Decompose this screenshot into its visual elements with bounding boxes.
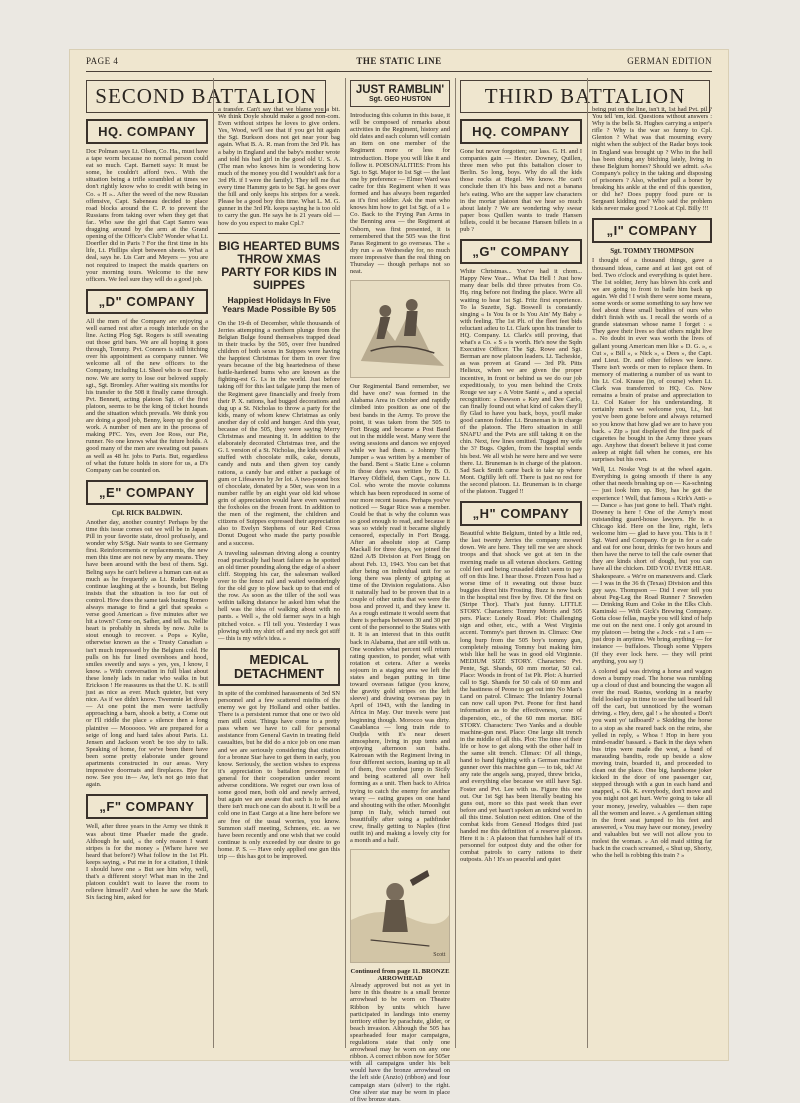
trench-cartoon — [350, 849, 450, 963]
column-divider — [213, 78, 214, 1048]
trench-cartoon-drawing — [351, 850, 449, 962]
cartoon-signature: Scott — [433, 952, 446, 959]
soldiers-cartoon — [350, 280, 450, 378]
i-company-text-continued: Well, Lt. Noske Vogt is at the wheel again. Everything is going smooth if there is any other that needs brushing up on — Ka-schning — just look him up. Boy, has he got the experience ! Well, that famous « Kirk's Anti- » — Dance » has just gone to hell. That's right. Downey is here ! One of the Army's most outstanding guard-house lawyers. He is a Chicago kid. Here on the line, right, let's welcome him — glad to have you. This is it ! Sgt. Ward and Company. Or go in for a cafe and eat for one hour, drinks for two hours and then have the nerve to tell the cafe owner that they are kinds short of dough, but you can have all the chicken. DID YOU EVER HEAR. Shakespeare. « We're on maneuvers and. Clark — I was in the 36 th (Texas) Division and this guy says. Thompson — Did I ever tell you about Peg-Leg the Road Runner ? Snowden — Drinking Rum and Coke in the Elks Club. Kaminski — With Gick's Brewing Company. Gotta close fellas, maybe you will kind of help me out on the next one. I only got around in my platoon — being the « Jock - rat » I am — just drop in anytime. We bring anything — for instance — buffaloes. Though some Yippers (If they ever lock here. — they will print anything, you say !) — [592, 466, 712, 665]
header-rule — [86, 71, 712, 72]
salesman-joke-text: A traveling salesman driving along a country road practically had heart failure as he spotted an old timer pounding along the edge of a sheer cliff. Stopping his car, the salesman walked over to the fence rail and waited wonderingly for the old guy to plow back up to that end of the row. As soon as the tiller of the soil was within talking distance he asked him what the hell was the idea of walking about with no pants. « Well », the old farmer says in a high pitched voice. « I'll tell you. Yesterday I was plowing with my shirt off and my neck got stiff — this is my wife's idea. » — [218, 549, 340, 642]
page-number: PAGE 4 — [86, 56, 119, 66]
newspaper-page — [70, 50, 728, 1103]
h-company-heading: „H" COMPANY — [460, 501, 582, 526]
just-ramblin-title: JUST RAMBLIN' — [355, 84, 445, 96]
hq-company-heading: HQ. COMPANY — [86, 119, 208, 144]
jokes-text: A colored gal was driving a horse and wagon down a bumpy road. The horse was rumbling up a cloud of dust and bouncing the wagon all over the road. Rastus, working in a nearby field looked up in time to see the tail board fall off the cart, but unnoticed by the woman driving. « Hey, dere, gal ! » he shouted « Don't you want yo' tailboard? » Skidding the horse to a stop as she reared back on the reins, she yelled in reply, « Whoa ! Hop in here you mind-readin' bassard. » Back in the days when bus trips were made the west, a band of marauding bandits, rode up beside a slow moving train, boarded it, and proceeded to clean out the place. One big, handsome joker kicked in the door of one passenger car, stepped through with a gun in each hand and snapped, « Ok. K. everybody, don't move and you might not get hurt. We're going to take all your money, jewelry, valuables — then rape all the women and leave. » A gentleman sitting in the front seat jumped to his feet and answered, « You may have our money, jewelry and valuables but we will not allow you to molest the woman. » An old maid sitting far back in the coach screamed, « Shut up, Shorty, who the hell is robbing this train ? » — [592, 667, 712, 860]
column-divider — [587, 78, 588, 1048]
column-3 — [350, 80, 450, 1103]
i-company-heading: „I" COMPANY — [592, 218, 712, 243]
column-divider — [455, 78, 456, 1048]
i-company-text: I thought of a thousand things, gave a thousand ideas, came and at last got out of bed. Two o'clock and everything is quiet here. The 1st soldier, Jerry has blown his cork and we are going to front to batle him back up again. We did ! I wish there were some means, some words or some something to say how we feel about these small buddies of ours who didn't finish with us. I recall the words of a grande statesman whose name I forget : « They gave their lives so that others might live ». No doubt in ever was worth the lives of gallant young American men like » D. G. », « Cut », « Bill », « Nick », « Dees », the Capt. and Lieut. Dr. and other fellows we knew. There isn't words or men to replace them. In memory of mattering a number of us want to his Lt. Col. Krause (in, of course) when Lt. Clark was transferred to HQ. Co. Now remains a brain of praise and appreciation to Lt. Col Kaiser for his understanding. It certainly much we welcome you, Lt., but you've been gone before and always returned so you know that how glad we are to have you back. « Zip » just displayed the first pack of cigarettes he bought in the Army three years ago. Anyhow that doesn't believe it just come asleep at night fall when he comes, ere his surprises but his own. — [592, 257, 712, 464]
edition-label: GERMAN EDITION — [627, 56, 712, 66]
e-company-heading: „E" COMPANY — [86, 480, 208, 505]
i-company-byline: Sgt. TOMMY THOMPSON — [610, 247, 694, 256]
xmas-party-headline: BIG HEARTED BUMS THROW XMAS PARTY FOR KIDS IN SUIPPES — [218, 233, 340, 292]
hq-company-text: Doc Polman says Lt. Olsen, Co. Ha., must have a tape worm because no normal person could eat so much. Capt. Barnett says: It must be some, he couldn't afford two.. With the situation being a trifle scrambled at times we don't rightly know who to credit with being in Co. « H ».. After the weed of the new Russian offensive, Capt. Sabeneau decided to place road blocks around the C. P. to prevent the Russians from taking over when they get that far.. Who saw the girl that Capt Samro was dragging around by the arm at the Grand opening of the Officer's Club? Wonder what Lt. Doerfler did in Paris ? For the first time in his life, Lt. Phillips slept between sheets. What a deal, says he. Lts Carr and Meyers — you are not required to inspect the maids quarters on your morning tours. Welcome to the new officers. We feel sure they will do a good job. — [86, 148, 208, 283]
d-company-text: All the men of the Company are enjoying a well earned rest after a rough interlude on the line. Acting Plog Sgt. Rogers is still sweating out those grid bars. We are all hoping it goes through, Tommy. Pvt. Conners is still bitching over his appointment as company runner. We welcome all of the new officers to the Company, including Lt. Sheel who is our Exec. now. We are sorry to lose our beloved supply sgt., Sgt. Bromley. After waiting six months for his transfer to the 508 it finally came through. Pvt. Bennett, acting platoon Sgt. of the first platoon, seems to be the king of ticket hounds and the situation which prevails. We think you are doing a good job, Benny, keep up the good work. A number of men are in the process of making PFC. Yes, even Joe Ross, our Pie, runner. No one knows what the future holds. A good many of the men are sweating out passes as well as 48 hr. jobs to Paris. But, regardless of what the future holds in store for us, a D's Company can be counted on. — [86, 317, 208, 474]
column-2 — [218, 106, 340, 1050]
medical-detachment-heading: MEDICAL DETACHMENT — [218, 648, 340, 686]
xmas-party-subheadline: Happiest Holidays In Five Years Made Possible By 505 — [222, 294, 336, 315]
xmas-party-text: On the 19-th of December, while thousands of Jerries attempting a northern plunge from the Belgian Bulge found themselves trapped dead in their tracks by the 505, over five hundred children of both sexes in Suippes were having the happiest Christmas for them in over five years because of the big heartedness of these battle-hardened bums who are known as the fighting-est G. I.s in the world. Just before taking off for this last tailgate jump the men of the Regiment gave financially and freely from their P. X. rations, had bugged decorations and dug up a St. Nicholas to throw a party for the kids, many of whom knew Christmas as only another day of cold and hunger. And this year, because of the 505, they were saying Merry Christmas and meaning it. In addition to the elaborately decorated Christmas tree, and the G. I. version of a St. Nicholas, the kids were all stuffed with chocolate milk, cake, donuts, candy and nuts and then given toy candy rations, a candy bar and either a package of gum or Lifesavers by Jer lot. A two-pound box of chocolate, donated by a 50er, was won in a number raffle by an eight year old kid whose grin of appreciation would have even warmed the foxholes on the frozen front. In addition to the men of the regiment, the children and citizens of Suippes expressed their appreciation also to Evelyn Stephens of our Red Cross Donut Dugout who made the party possible and a success. — [218, 319, 340, 547]
soldiers-cartoon-drawing — [351, 281, 449, 377]
f-company-continued: a transfer. Can't say that we blame you a bit. We think Doyle should make a good non-com. Even without stripes he loves to give orders. Yes, Wood, we'll see that if you get hit again the Sgt. Burkson does not get near your bag again. What B. A. R. man from the 3rd Plt. has a baby in England and the baby's mother wrote and told his bad girl in the good old U. S. A. (The man who knows him is wondering how much of the money you did I wouldn't ask for a 3rd Plt. if I were the family). They tell me that every time Hammy gets to be Sgt. he goes over the hill and only keeps his stripes for a week. Please be a good boy this time. What L. M. G. gunner in the 3rd Plt. keeps saying he is too old to carry the gun. He says he is 21 years old — how do you expect to make Cpl.? — [218, 106, 340, 227]
third-battalion-header: THIRD BATTALION — [460, 80, 710, 113]
d-company-heading: „D" COMPANY — [86, 289, 208, 314]
just-ramblin-text: Introducing this column in this issue, it will be composed of remarks about activities in the Regiment, history and old dates and each column will contain an item on one member of the Regiment more or less for introduction. Hope you will like it and follow it. POISONALITIES: From his Sgt. to Sgt. Major to 1st Sgt — the last one by preference — Elmer Ward was cadre for this Regiment when it was formed and has always been regarded as it's first soldier. Ask the man who knows him how to get 1st Sgt. of a 1 » Co. Back to the Frying Pan Arms in the Benning area — the Regiment at Osborn, was first presented, it is remembered that the 505 was the first Paras Regiment to go overseas. The « dry run » as Wednesday for, no much more impressive than the real thing on Thursday — though perhaps not so neat. — [350, 112, 450, 276]
e-company-byline: Cpl. RICK BALDWIN. — [111, 508, 183, 517]
g-company-heading: „G" COMPANY — [460, 239, 582, 264]
second-battalion-header: SECOND BATTALION — [86, 80, 326, 113]
f-company-text: Well, after three years in the Army we think it was about time Phaeler made the grade. Although he said, « the only reason I want stripes is for the money » (Where have we heard that before?) What follow in the 1st Plt. keeps saying, « Put me in for a citation, I think I should have one » But see him why, well, that's a different story! What man in the 2nd platoon couldn't wait to leave the room to relieve himself? And when he saw the Mark Six facing him, asked for — [86, 823, 208, 902]
just-ramblin-box — [350, 80, 450, 107]
newspaper-title: THE STATIC LINE — [356, 56, 442, 66]
medical-detachment-text: In spite of the combined harassments of 3rd SN personnel and a few scattered misfits of the enemy we got by Holland and other battles. There is a persistent rumor that one or two old men still exist. Things have come to a pretty pass when we have to call for personal assistance from General Gavin in treating field casualties, but he did do a nice job on one man and we are seriously considering that citation for a bronze Star have to get them in early, you know. Seriously, the section wishes to express it's appreciation to battalion personnel in general for their cooperation under recent adverse conditions. We regret our own loss of some good men, both old and newly arrived, but again we are aware that such is to be and there isn't much one can do about it. It will be a cold one in East Cargo at a line here before we are free of the usual worries, you know. Summon staff meeting, Schmees, etc. as we have been recently and one wish that we could continue is only exceeded by our desire to go home. P. S. — Have only applied one gun this trip — this has got to be improved. — [218, 689, 340, 860]
just-ramblin-byline: Sgt. GEO HUSTON — [368, 96, 432, 103]
e-company-text: Another day, another country! Perhaps by the time this issue comes out we will be in Japan. Pill in your favorite state, drool profusely, and wonder why S/Sgt. Nair wants to see Germany first. Reinforcements or replacements, the new men this time are not new by any means. They have been around with the best of them. Sgt. Beling says he can't believe a human can eat as much as he frequently as Lt. Ruder. People continue laughing at the « bounds, but Beling insists that the situation is too far out of control. How does the same task busing Romeo always manage to find a girl that speaks « verse good American » five minutes after we hit a town? Come on, Sather, and tell us. Nellie heart is probably in shreds by now. Julie is stout enough to recover. « Pops » Kylie, otherwise known as the « Trusty Canadian » isn't much impressed by the Belgium cold. He pulls on his fur lined overshoes and hood, smiles sweetly and says « yes, yes, I know, I know. » With conversation in full blast about these lonely lads in radar who walks in but Erickson ! He reassures us that the U. K. is still just as nice as ever. Much quieter, but very nice. As if we didn't know. Twemmie let down — At one point the men were tactfully approaching a barn, shook a betty, a Come out or I'll riddle the place » silence then a long plaintive — Moooooo. We are prepared for a seige of long and hard tales about Paris. Lt. Jensen and Jackson won't be too shy to talk. Speaking of home, for we've been there have been some pretty elaborate under ground apartments constructed in our areas. Very impressive doormats and fireplaces. Bye for now. See you in— Aw, let's not go into that again. — [86, 518, 208, 789]
g-company-text: White Christmas... You've had it chom... Happy New Year... What Da Hell ! Just how many dear bells did three privates from Co. Hq. ring before not finding the place. We're all waiting to hear 1st Sgt. Fritz first experience. To la Suzette, Sgt. Boswell is constantly singing « Is You Is or Is You Ain' My Baby » with feeling. The 1st Plt. of the fleet feet bids reluctant adieu to Lt. Clark upon his transfer to HQ. Company. Lt. Clark's still proving, that what's a Co. « S » is worth. He's now the Sqdn Executive Officer. The Sgt. Rowe and Sgt. Berman are now platoon leaders. Lt. Tacheskie, as was proven at Grand — 3rd Plt. Pitts Helieux, when we are given the proper incentive, in front or behind us we do our job expeditiously, to you men behind the Croix Rouge we say « A Votre Santé », and a special recognition: « Dawson » Key and Dee Carlo, can finally found out what kind of cakes they'll fly Glad to have you back, boys, you'll make good cannon fodder. Lt. Bruneman is in charge of the platoon. The Hero situation in still SNAFU and the Pvts are still taking it on the chin. Next, few lines omitted. Tugged my wife the 3? Bugs. Ogden, from the hospital sends his best. We all wish he were here and we were there. Lt. Bruneman is in charge of the platoon. Sad Sack Smith came back to take up where Mont. Ogfilly left off. There is just no rest for the second platoon. Lt. Bruneman is in charge of the platoon. Tugged !! — [460, 268, 582, 496]
regimental-band-text: Our Regimental Band remember, we did have one? was formed in the Alabama Area in October and rapidly climbed into position as one of the best bands in the Army. To prove the point, it was taken from the 505 to Fort Bragg and became a Post Band out in the middle west. Many were the swing sessions and dances we enjoyed while we had them. « Johnny The Jumper » was written by a member of the band. Bent « Static Line » column in those days was written by B. O. Harvey Oldfield, then Capt., now Lt. Col. who wrote the movie columns which has been reproduced in some of our more recent issues. Perhaps you've noticed — Sugar Rice was a member. Could be that is why the column was so good enough to read, and because it was so widely read it became slightly censored, especially in Fort Bragg. After an absolute stop at Camp Mackall for three days, we joined the 82nd A/B Division at Fort Bragg on about Feb. 13, 1943. You can bet that after being on individual unit for so long there was plenty of griping at time of the Division regulations. Also it naturally had to be proven that in a couple of other units that we were the boss and proved it, and they knew it. As a rough estimate it would seem that there is perhaps between 30 and 30 per cent of the personnel to the States with it. It is an interest that in this outfit back in Alabama, that are still with us. One wonders what percent will return rating question, to ponder, what with rotation et cetera. After a weeks sojourn in a staging area we left the states and began putting in time toward overseas fatigue (you know, the gravity gold stripes on the left sleeve) and drawing overseas pay in April of 1943, with the landing in Africa in May. Our travels were just beginning though. Morocco was dirty. Casablanca — long train ride to Oudjda with it's near desert atmosphere, living in pup tents and enjoying afternoon sun baths. Kairouan with the Regiment living in four different sectors, leaning up in all of them, five combat jump in Sicily and being scattered all over hell forming as a unit. Then back to Africa trying to catch the enemy for another weary — eating grapes on one hand and shouting with the other. Moonlight jump in Italy, which turned out beautifully after using a pathfinder crew, finally getting to Naples (first outfit in) and making a lovely city for a month and a half. — [350, 383, 450, 845]
page-header — [86, 56, 712, 70]
column-divider — [345, 78, 346, 1048]
third-hq-company-text: Gone but never forgotten; our lass. G. H. and I companies gain — Hester. Downey, Quillen, three men who put this battalion closer to Berlin. So long, boys. Why do all the kids those rocks at Hegel. We know. He can't conclude then it's his bass and not a banana he's eating. Who are the sapper law characters in the mortar platoon that we hear so much about lately ? We are wondering why swear paper boss Quillen wants to trade Hansen billets, could it be because Hansen billets in a pub ? — [460, 148, 582, 234]
bronze-arrowhead-text: Already approved but not as yet in here in this theatre is a small bronze arrowhead to be worn on Theatre Ribbon by units which have participated in landings into enemy territory either by parachute, glider, or beach invasion. Although the 505 has spearheaded four major campaigns, regulations state that only one arrowhead may be worn on any one ribbon. A correct ribbon now for 505er with all campaigns under his belt would have the bronze arrowhead on the left side (Anzio) (ribbon) and four campaign stars (silver) to the right. One silver star may be worn in place of five bronze stars. — [350, 982, 450, 1103]
f-company-heading: „F" COMPANY — [86, 794, 208, 819]
column-5 — [592, 106, 712, 1050]
h-company-text: Beautiful white Belgium, tinted by a little red, the last twenty Jerries the company mowed down. We are here. They tell me we are shock troops and that shock we got at ten in the morning made us all veteran shockers. Getting cold feet and being crusaded didn't seem to pay off on this line. I hear those. Frozen Foss had a worse time of it sweating out those buzz buggies direct hits Frosting. Buzz is now back in the hospital rest five by five. Of the first on (Stripe Thor). That's just funny. LITTLE STORY. Characters: Tommy Morris and 505 pers. Place: Lonely Road. Plot: Challenging sign and other, etc., with a West Virginia accent. Tommy's part thrown in. Climax: One long burp from the 505 boy's tommy gun, completely missing Tommy but making him wish like hell he was in good old Virginnie. MEDIUM SIZE STORY. Characters: Pvt. Pente, Sgt. Shands, 60 mm mortar, 50 cal. Place: Woods in front of 1st Plt. Plot: A hurried call to Sgt. Shands for 50 cals of 60 mm and the hastiness of Peone to get out into No Man's Land on patrol. Climax: The Infantry Journal can now call upon Pvt. Peone for first hand information as to the effectiveness, cone of dispersion, etc., of the 60 mm mortar. BIG STORY. Characters: Two Yanks and a double machine-gun nest. Place: One large slit trench in the middle of all this. Plot: The time of their life or how to get along with the other half in the same slit trench. Climax: Of all things, hand to hand fighting with a German machine gunner over this machine gun — to tsk, tsk! At any rate the angels sang, prayed, threw bricks, and everything else because we still have Sgt. Foster and Pvt. Lee with us. Figure this one out. Our 1st Sgt has been literally beating his guns out, more so this past week than ever before and yet hasn't spoken an unkind word in all this time. Solution next edition. One of the combat kids from Genesd Hodges third just handed me this definition of a reserve platoon. Here it is : A platoon that furnishes half of it's personnel for outpost duty and the other for combat patrols to carry rations to their outposts. Ah ! It's so peaceful and quiet — [460, 530, 582, 864]
questions-text: being put on the line, isn't it, 1st had Pvt. pil ? You tell 'em, kid. Questions without answers : Why is the bells St. Hughes carrying a sniper's rifle ? Why is the war so funny to Cpl. Glenton ? What was that mourning every night when the subject of the Radar boys took in England was brought up ? Who in the hell has been doing any bitching lately, living in these Belgium homes? Should we admit. »A« Company's policy in the taking and disposing of prisoners ? Also, whether pull a boner by breaking his ankle at the end of this question, or did he? Does puppy food pure or is Sergeant kidding me? Who said the problem kids never make good ? Look at Cpl. Billy !!! — [592, 106, 712, 213]
bronze-arrowhead-heading: Continued from page 11. BRONZE ARROWHEAD — [350, 968, 450, 983]
third-hq-company-heading: HQ. COMPANY — [460, 119, 582, 144]
